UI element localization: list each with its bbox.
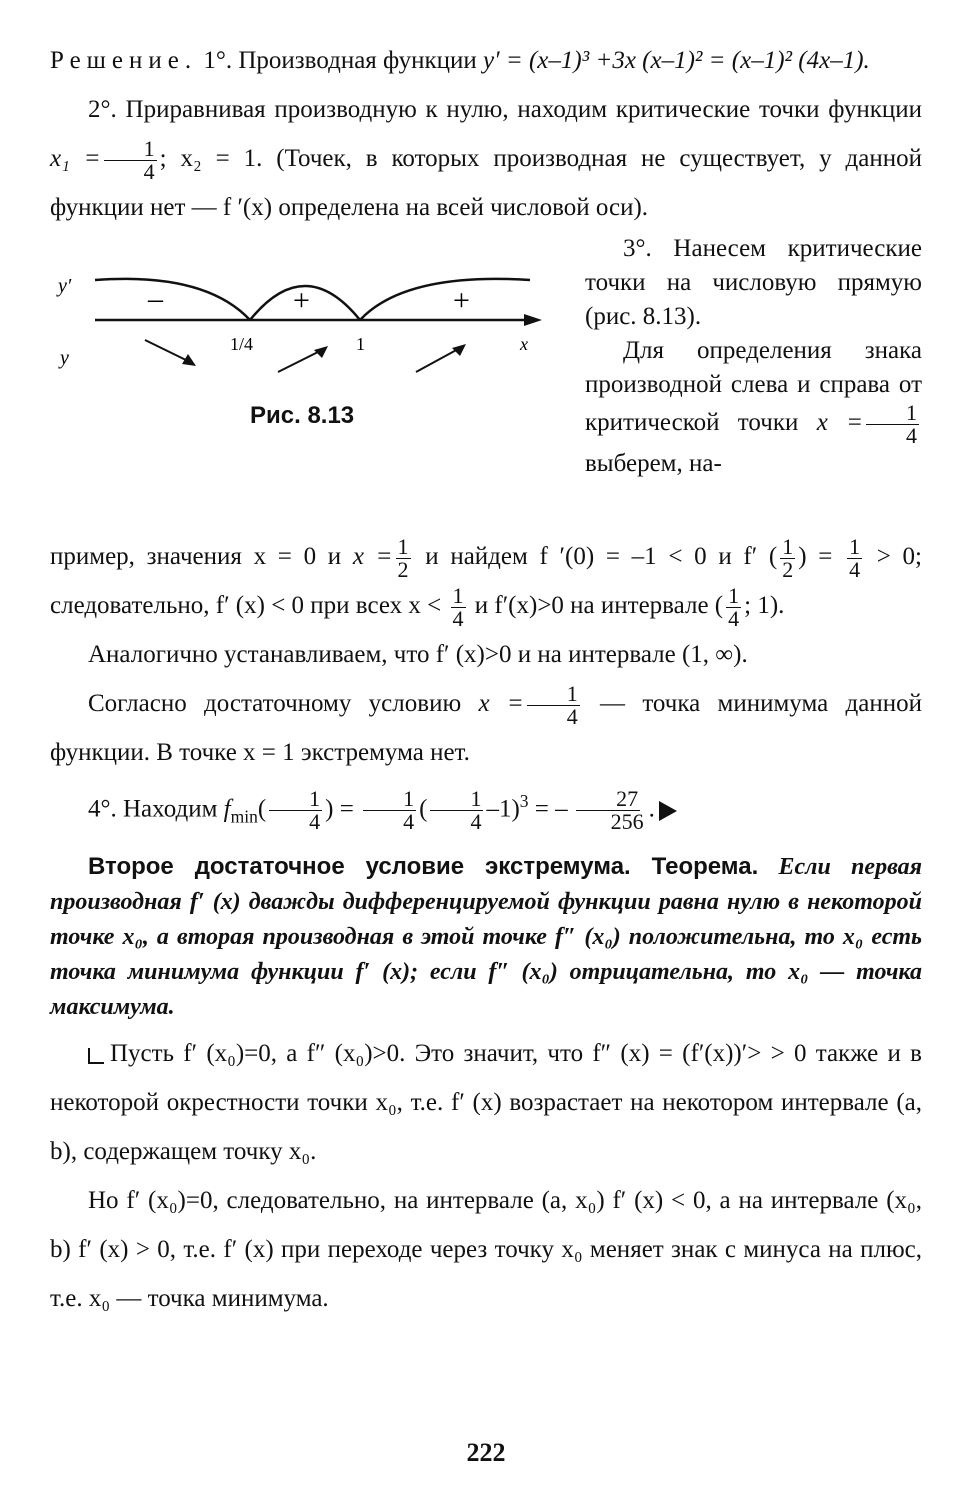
fraction: $\frac{1}{4}$ [452, 582, 464, 631]
sign-minus: – [148, 282, 163, 315]
sign-plus-2: + [453, 284, 470, 317]
fraction: $\frac{27}{256}$ [571, 788, 646, 833]
proof-paragraph-1: Пусть f′ (x₀)=0, а f″ (x₀)>0. Это значит, что f″ (x) = (f′(x))′> > 0 также и в некоторой окрестности точки x₀, т.е. f′ (x) возрастает на некотором интервале (a, b), содержащем точку x₀. [50, 1040, 922, 1166]
proof-paragraph-2: Но f′ (x₀)=0, следовательно, на интервале (a, x₀) f′ (x) < 0, а на интервале (x₀, b) f′ (x) > 0, т.е. f′ (x) при переходе через точку x₀ меняет знак с минуса на плюс, т.е. x₀ — точка минимума. [50, 1187, 922, 1313]
figure-row [50, 232, 922, 532]
fraction: $\frac{1}{4}$ [269, 788, 322, 833]
fraction: $\frac{1}{4}$ [728, 582, 740, 631]
arrow-increasing-line-2 [416, 348, 460, 372]
theorem-body: Если первая производная f′ (x) дважды дифференцируемой функции равна нулю в некоторой точке x₀, а вторая производная в этой точке f″ (x₀) положительна, то x₀ есть точка минимума функции f′ (x); если f″ (x₀) отрицательна, то x₀ — точка максимума. [50, 854, 922, 1021]
arrow-up-icon-1 [314, 346, 328, 358]
sign-plus-1: + [293, 284, 310, 317]
solution-step1: Решение. 1°. Производная функции y′ = (x–1)³ +3x (x–1)² = (x–1)² (4x–1). [50, 47, 870, 74]
sign-determination: Для определения знака производной слева и справа от критической точки x = $\frac{1}{4}$ выберем, на- [585, 337, 922, 477]
fraction: $\frac{1}{4}$ [849, 533, 861, 582]
fraction: $\frac{1}{4}$ [363, 788, 416, 833]
derivative-formula: y′ = (x–1)³ +3x (x–1)² = (x–1)² (4x–1). [483, 47, 870, 74]
proof-start-icon [88, 1048, 104, 1064]
end-of-solution-icon [659, 801, 677, 821]
solution-lead: Решение. [50, 47, 198, 74]
figure-caption: Рис. 8.13 [250, 402, 355, 429]
fraction: $\frac{1}{4}$ [527, 683, 580, 728]
fraction: $\frac{1}{2}$ [397, 533, 409, 582]
solution-step2: 2°. Приравнивая производную к нулю, находим критические точки функции x₁ = $\frac{1}{4}$ ; x₂ = 1. (Точек, в которых производная не существует, у данной функции нет — f ′(x) определена на всей числовой оси). [50, 96, 922, 221]
arrow-up-icon-2 [452, 344, 466, 356]
fraction: $\frac{1}{2}$ [782, 533, 794, 582]
x-label: x [520, 334, 528, 354]
similarly-paragraph: Аналогично устанавливаем, что f′ (x)>0 и на интервале (1, ∞). [88, 641, 748, 668]
side-text [585, 232, 922, 481]
theorem-paragraph [50, 849, 922, 1025]
fraction: $\frac{1}{4}$ [104, 138, 157, 183]
theorem-title: Второе достаточное условие экстремума. Теорема. [88, 853, 759, 881]
fraction: $\frac{1}{4}$ [866, 402, 919, 447]
tick-quarter: 1/4 [230, 334, 254, 354]
page-number: 222 [466, 1438, 506, 1467]
arrow-increasing-line-1 [278, 350, 322, 372]
tick-one: 1 [356, 334, 365, 354]
arrow-decreasing-line [145, 340, 190, 362]
yprime-label: y′ [58, 275, 72, 297]
minimum-point-paragraph: Согласно достаточному условию x = $\frac{1}{4}$ — точка минимума данной функции. В точке x = 1 экстремума нет. [50, 680, 922, 766]
fraction: $\frac{1}{4}$ [430, 788, 483, 833]
curve-left [95, 279, 250, 320]
solution-step3: 3°. Нанесем критические точки на числовую прямую (рис. 8.13). [585, 235, 922, 330]
curve-right [360, 279, 530, 320]
axis-arrow-icon [524, 314, 542, 326]
solution-step4: 4°. Находим $f_{min}$( $\frac{1}{4}$ ) = $\frac{1}{4}$ ( $\frac{1}{4}$ –1)$^3$ = – $\frac{27}{256}$ . [50, 777, 922, 841]
test-values-paragraph: пример, значения x = 0 и x = $\frac{1}{2}$ и найдем f ′(0) = –1 < 0 и f′ ( $\frac{1}{2}$ ) = $\frac{1}{4}$ > 0; следовательно, f′ (x) < 0 при всех x < $\frac{1}{4}$ и f′(x)>0 на интервале ( $\frac{1}{4}$ ; 1). [50, 533, 923, 631]
page-content [50, 36, 923, 1467]
y-label: y [60, 347, 69, 369]
